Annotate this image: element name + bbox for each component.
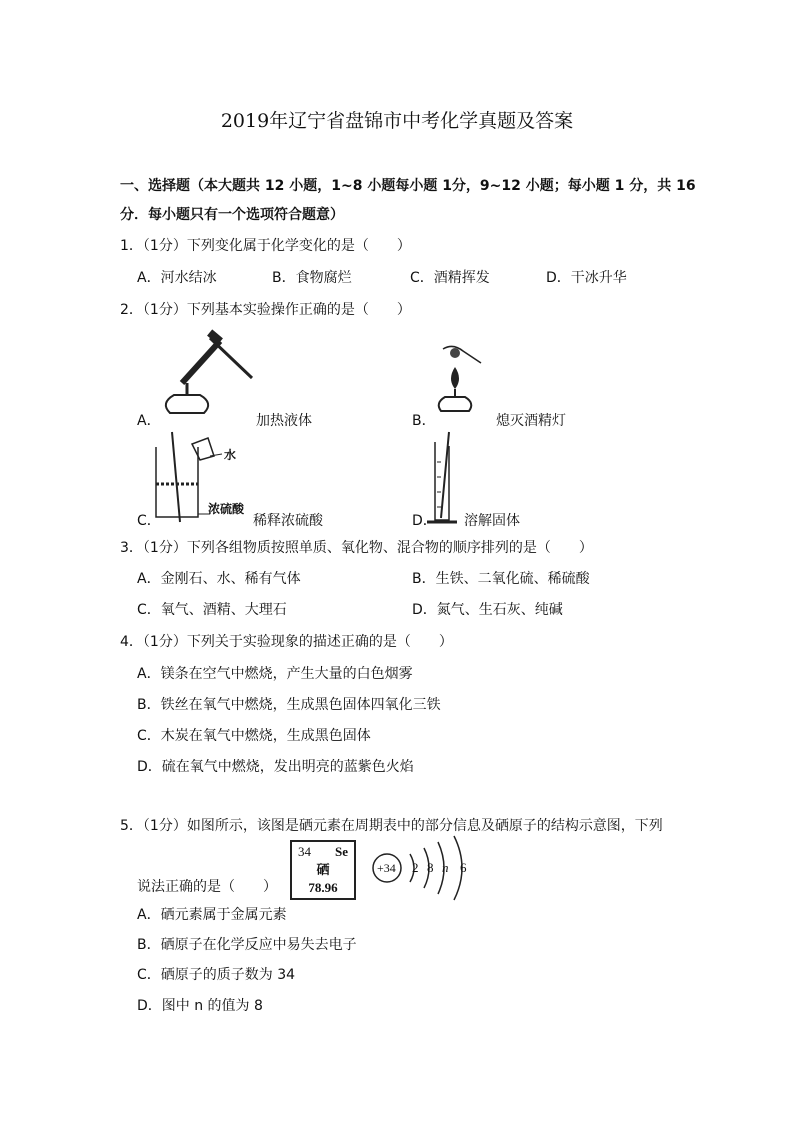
q2-option-a-caption: 加热液体 — [256, 413, 312, 429]
shell-1: 2 — [412, 860, 419, 875]
q1-option-c: C．酒精挥发 — [410, 270, 490, 286]
question-2-stem: 2．（1分）下列基本实验操作正确的是（ ） — [120, 302, 411, 318]
q1-option-a: A．河水结冰 — [137, 270, 217, 286]
water-label: 水 — [224, 448, 237, 462]
shell-2: 8 — [427, 860, 434, 875]
nucleus-charge: +34 — [377, 861, 396, 875]
shell-3: n — [442, 860, 449, 875]
q3-option-c: C．氧气、酒精、大理石 — [137, 602, 287, 618]
element-name: 硒 — [316, 862, 330, 877]
q2-option-b-caption: 熄灭酒精灯 — [496, 413, 566, 429]
section-heading-cont: 分．每小题只有一个选项符合题意） — [120, 207, 344, 223]
q2-option-d-letter: D． — [412, 513, 437, 529]
question-1-stem: 1．（1分）下列变化属于化学变化的是（ ） — [120, 238, 411, 254]
section-heading: 一、选择题（本大题共 12 小题，1~8 小题每小题 1分，9~12 小题；每小题 1 分，共 16 — [120, 178, 696, 194]
q2-option-c-letter: C． — [137, 513, 161, 529]
q4-option-b: B．铁丝在氧气中燃烧，生成黑色固体四氧化三铁 — [137, 697, 441, 713]
q5-option-c: C．硒原子的质子数为 34 — [137, 967, 296, 983]
q5-option-d: D．图中 n 的值为 8 — [137, 998, 263, 1014]
atomic-mass: 78.96 — [308, 880, 338, 895]
question-5-stem-cont: 说法正确的是（ ） — [137, 879, 277, 895]
q4-option-a: A．镁条在空气中燃烧，产生大量的白色烟雾 — [137, 666, 413, 682]
page-title: 2019年辽宁省盘锦市中考化学真题及答案 — [220, 110, 574, 132]
q2-option-c-caption: 稀释浓硫酸 — [253, 513, 323, 529]
q3-option-d: D．氮气、生石灰、纯碱 — [412, 602, 563, 618]
q2-option-a-letter: A． — [137, 413, 161, 429]
element-card — [290, 840, 356, 900]
q2-option-b-letter: B． — [412, 413, 436, 429]
q4-option-c: C．木炭在氧气中燃烧，生成黑色固体 — [137, 728, 371, 744]
q5-option-b: B．硒原子在化学反应中易失去电子 — [137, 937, 357, 953]
q1-option-b: B．食物腐烂 — [272, 270, 352, 286]
heating-liquid-figure — [160, 333, 260, 423]
atomic-number: 34 — [298, 844, 311, 859]
question-5-stem: 5．（1分）如图所示，该图是硒元素在周期表中的部分信息及硒原子的结构示意图，下列 — [120, 818, 663, 834]
q2-option-d-caption: 溶解固体 — [464, 513, 520, 529]
element-symbol: Se — [335, 844, 348, 859]
question-3-stem: 3．（1分）下列各组物质按照单质、氧化物、混合物的顺序排列的是（ ） — [120, 540, 593, 556]
q1-option-d: D．干冰升华 — [546, 270, 627, 286]
shell-4: 6 — [460, 860, 467, 875]
q4-option-d: D．硫在氧气中燃烧，发出明亮的蓝紫色火焰 — [137, 759, 414, 775]
q3-option-a: A．金刚石、水、稀有气体 — [137, 571, 301, 587]
acid-label: 浓硫酸 — [208, 502, 245, 516]
q5-option-a: A．硒元素属于金属元素 — [137, 907, 287, 923]
q3-option-b: B．生铁、二氧化硫、稀硫酸 — [412, 571, 590, 587]
question-4-stem: 4．（1分）下列关于实验现象的描述正确的是（ ） — [120, 634, 453, 650]
extinguish-lamp-figure — [435, 345, 495, 425]
